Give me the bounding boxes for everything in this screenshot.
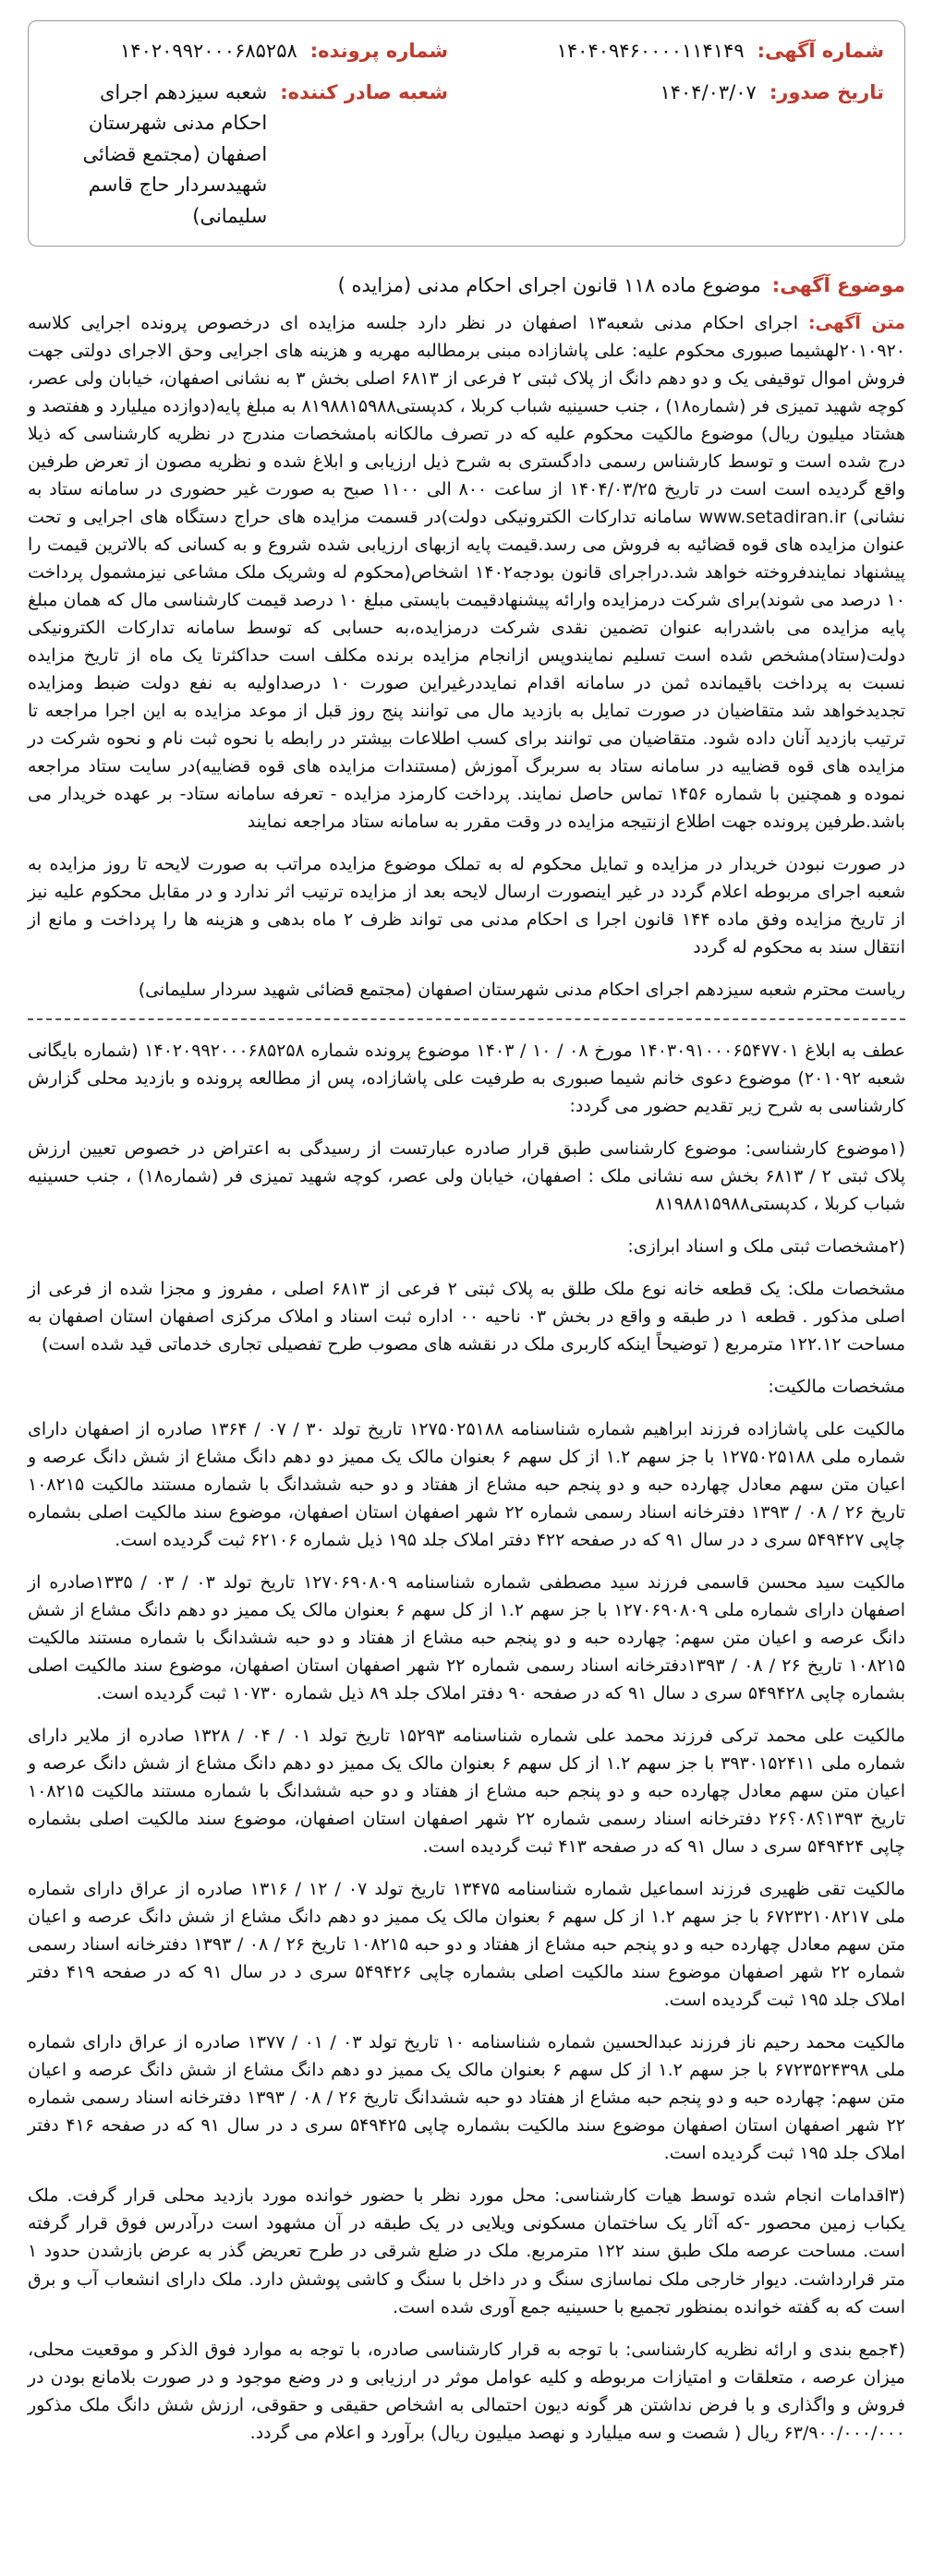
issue-date-value: ۱۴۰۴/۰۳/۰۷ <box>660 80 757 103</box>
ad-number-field <box>485 36 884 66</box>
registry-heading: (۲مشخصات ثبتی ملک و اسناد ابرازی: <box>627 1235 905 1257</box>
owner-item: مالکیت علی محمد ترکی فرزند محمد علی شماره شناسنامه ۱۵۲۹۳ تاریخ تولد ۰۱ / ۰۴ / ۱۳۲۸ صادره از ملایر دارای شماره ملی ۳۹۳۰۱۵۲۴۱۱ با جز سهم ۱.۲ از کل سهم ۶ بعنوان مالک یک ممیز دو دهم دانگ مشاع از شش دانگ عرصه و اعیان متن سهم معادل چهارده حبه و دو پنجم حبه مشاع از هفتاد و دو حبه ششدانگ با شماره مستند مالکیت ۱۰۸۲۱۵ تاریخ ۱۳۹۳؟۰۸؟۲۶ دفترخانه اسناد رسمی شماره ۲۲ شهر اصفهان استان اصفهان، موضوع سند مالکیت اصلی بشماره چاپی ۵۴۹۴۲۴ سری د سال ۹۱ که در صفحه ۴۱۳ ثبت گردیده است. <box>28 1726 906 1858</box>
inspection-paragraph: (۳اقدامات انجام شده توسط هیات کارشناسی: محل مورد نظر با حضور خوانده مورد بازدید محلی قرار گرفت. ملک یکباب زمین محصور -که آثار یک ساختمان مسکونی ویلایی در یک طبقه در آن مشهود است درآدرس فوق قرار گرفته است. مساحت عرصه ملک طبق سند ۱۲۲ مترمربع. ملک در ضلع شرقی در طرح تعریض گذر به عرض بازشدن حدود ۱ متر قرارداشت. دیوار خارجی ملک نماسازی سنگ و در داخل با سنگ و کاشی پوشش دارد. ملک دارای انشعاب آب و برق است که به گفته خوانده بمنظور تجمیع با حسینیه جمع آوری شده است. <box>28 2185 906 2317</box>
owner-item: مالکیت تقی ظهیری فرزند اسماعیل شماره شناسنامه ۱۳۴۷۵ تاریخ تولد ۰۷ / ۱۲ / ۱۳۱۶ صادره از عراق دارای شماره ملی ۶۷۲۳۲۱۰۸۲۱۷ با جز سهم ۱.۲ از کل سهم ۶ بعنوان مالک یک ممیز دو دهم دانگ مشاع از شش دانگ عرصه و اعیان متن سهم معادل چهارده حبه و دو پنجم حبه مشاع از هفتاد و دو حبه ۱۰۸۲۱۵ تاریخ ۲۶ / ۰۸ / ۱۳۹۳ دفترخانه اسناد رسمی شماره ۲۲ شهر اصفهان موضوع سند مالکیت اصلی بشماره چاپی ۵۴۹۴۲۶ سری د در سال ۹۱ که در صفحه ۴۱۹ دفتر املاک جلد ۱۹۵ ثبت گردیده است. <box>28 1879 906 2011</box>
issuing-branch-field <box>49 78 448 233</box>
issue-date-label: تاریخ صدور: <box>769 80 884 103</box>
ad-topic <box>28 274 905 296</box>
ad-topic-label: موضوع آگهی: <box>771 273 905 296</box>
ownership-heading: مشخصات مالکیت: <box>768 1377 905 1398</box>
owner-item: مالکیت سید محسن قاسمی فرزند سید مصطفی شماره شناسنامه ۱۲۷۰۶۹۰۸۰۹ تاریخ تولد ۰۳ / ۰۳ / ۱۳۳۵صادره از اصفهان دارای شماره ملی ۱۲۷۰۶۹۰۸۰۹ با جز سهم ۱.۲ از کل سهم ۶ بعنوان مالک یک ممیز دو دهم دانگ مشاع از شش دانگ عرصه و اعیان متن سهم: چهارده حبه و دو پنجم حبه مشاع از هفتاد و دو حبه ششدانگ با شماره مستند مالکیت ۱۰۸۲۱۵ تاریخ ۲۶ / ۰۸ / ۱۳۹۳دفترخانه اسناد رسمی شماره ۲۲ شهر اصفهان استان اصفهان، موضوع سند مالکیت اصلی بشماره چاپی ۵۴۹۴۲۸ سری د سال ۹۱ که در صفحه ۹۰ دفتر املاک جلد ۸۹ ذیل شماره ۱۰۷۳۰ ثبت گردیده است. <box>28 1572 906 1704</box>
issuing-branch-label: شعبه صادر کننده: <box>280 80 448 103</box>
ad-topic-value: موضوع ماده ۱۱۸ قانون اجرای احکام مدنی (مزایده ) <box>337 273 761 296</box>
property-specs-paragraph: مشخصات ملک: یک قطعه خانه نوع ملک طلق به پلاک ثبتی ۲ فرعی از ۶۸۱۳ اصلی ، مفروز و مجزا شده از فرعی از اصلی مذکور . قطعه ۱ در طبقه و واقع در بخش ۰۳ ناحیه ۰۰ اداره ثبت اسناد و املاک مرکزی اصفهان استان اصفهان به مساحت ۱۲۲.۱۲ مترمربع ( توضیحاً اینکه کاربری ملک در نقشه های مصوب طرح تفصیلی تجاری خدماتی قید شده است) <box>28 1279 906 1355</box>
issue-date-field <box>485 78 884 233</box>
conclusion-paragraph: (۴جمع بندی و ارائه نظریه کارشناسی: با توجه به قرار کارشناسی صادره، با توجه به موارد فوق الذکر و موقعیت محلی، میزان عرصه ، متعلقات و امتیازات مربوطه و کلیه عوامل موثر در ارزیابی و در وضع موجود و در صورت بلامانع بودن در فروش و واگذاری و با فرض نداشتن هر گونه دیون احتمالی به اشخاص حقیقی و حقوقی، ارزش شش دانگ ملک مذکور ۶۳/۹۰۰/۰۰۰/۰۰۰ ریال ( شصت و سه میلیارد و نهصد میلیون ریال) برآورد و اعلام می گردد. <box>28 2339 905 2443</box>
ad-text-label: متن آگهی: <box>807 312 905 333</box>
owner-item: مالکیت محمد رحیم ناز فرزند عبدالحسین شماره شناسنامه ۱۰ تاریخ تولد ۰۳ / ۰۱ / ۱۳۷۷ صادره از عراق دارای شماره ملی ۶۷۲۳۵۲۴۳۹۸ با جز سهم ۱.۲ از کل سهم ۶ بعنوان مالک یک ممیز دو دهم دانگ مشاع از شش دانگ عرصه و اعیان متن سهم: چهارده حبه و دو پنجم حبه مشاع از هفتاد دو حبه ششدانگ تاریخ ۲۶ / ۰۸ / ۱۳۹۳ دفترخانه اسناد رسمی شماره ۲۲ شهر اصفهان استان اصفهان موضوع سند مالکیت بشماره چاپی ۵۴۹۴۲۵ سری د در سال ۹۱ که در صفحه ۴۱۶ دفتر املاک جلد ۱۹۵ ثبت گردیده است. <box>28 2032 906 2164</box>
addressee-paragraph: ریاست محترم شعبه سیزدهم اجرای احکام مدنی شهرستان اصفهان (مجتمع قضائی شهید سردار سلیمانی) <box>138 979 905 1000</box>
case-number-field <box>49 36 448 66</box>
owner-item: مالکیت علی پاشازاده فرزند ابراهیم شماره شناسنامه ۱۲۷۵۰۲۵۱۸۸ تاریخ تولد ۳۰ / ۰۷ / ۱۳۶۴ صادره از اصفهان دارای شماره ملی ۱۲۷۵۰۲۵۱۸۸ با جز سهم ۱.۲ از کل سهم ۶ بعنوان مالک یک ممیز دو دهم دانگ مشاع از شش دانگ عرصه و اعیان متن سهم معادل چهارده حبه و دو پنجم حبه مشاع از هفتاد و دو حبه ششدانگ با شماره مستند مالکیت ۱۰۸۲۱۵ تاریخ ۲۶ / ۰۸ / ۱۳۹۳ دفترخانه اسناد رسمی شماره ۲۲ شهر اصفهان استان اصفهان، موضوع سند مالکیت اصلی بشماره چاپی ۵۴۹۴۲۷ سری د در سال ۹۱ که در صفحه ۴۲۲ دفتر املاک جلد ۱۹۵ ذیل شماره ۶۲۱۰۶ ثبت گردیده است. <box>28 1419 906 1551</box>
ad-number-value: ۱۴۰۴۰۹۴۶۰۰۰۰۱۱۴۱۴۹ <box>556 40 745 62</box>
auction-paragraph: متن آگهی: اجرای احکام مدنی شعبه۱۳ اصفهان در نظر دارد جلسه مزایده ای درخصوص پرونده اجرایی کلاسه ۲۰۱۰۹۲۰لهشیما صبوری محکوم علیه: علی پاشازاده مبنی برمطالبه مهریه و هزینه های اجرایی وحق الاجرای دولتی جهت فروش اموال توقیفی یک و دو دهم دانگ از پلاک ثبتی ۲ فرعی از ۶۸۱۳ اصلی بخش ۳ به نشانی اصفهان، خیابان ولی عصر، کوچه شهید تمیزی فر (شماره۱۸) ، جنب حسینیه شباب کربلا ، کدپستی۸۱۹۸۸۱۵۹۸۸ به مبلغ پایه(دوازده میلیارد و هفتصد و هشتاد میلیون ریال) موضوع مالکیت محکوم علیه که در تصرف مالکانه بامشخصات مندرج در نظریه کارشناسی که ذیلا درج شده است و توسط کارشناس رسمی دادگستری به شرح ذیل ارزیابی و ابلاغ شده و نظریه مصون از تعرض طرفین واقع گردیده است است در تاریخ ۱۴۰۴/۰۳/۲۵ از ساعت ۸۰۰ الی ۱۱۰۰ صبح به صورت غیر حضوری در سامانه ستاد به نشانی) www.setadiran.ir سامانه تدارکات الکترونیکی دولت)در قسمت مزایده های حراج دستگاه های اجرایی و تحت عنوان مزایده های قوه قضائیه به فروش می رسد.قیمت پایه ازبهای ارزیابی شده شروع و به کسانی که بالاترین قیمت را پیشنهاد نمایندفروخته خواهد شد.دراجرای قانون بودجه۱۴۰۲ اشخاص(محکوم له وشریک ملک مشاعی نیزمشمول پرداخت ۱۰ درصد می شوند)برای شرکت درمزایده وارائه پیشنهادقیمت بایستی مبلغ ۱۰ درصد قیمت کارشناسی مال که همان مبلغ پایه مزایده می باشدرابه عنوان تضمین نقدی شرکت درمزایده،به حسابی که توسط سامانه تدارکات الکترونیکی دولت(ستاد)مشخص شده است تسلیم نمایندوپس ازانجام مزایده برنده مکلف است حداکثرتا یک ماه از تاریخ مزایده نسبت به پرداخت باقیمانده ثمن در سامانه اقدام نمایددرغیراین صورت ۱۰ درصداولیه به نفع دولت ضبط ومزایده تجدیدخواهد شد متقاضیان در صورت تمایل به بازدید مال می توانند پنج روز قبل از موعد مزایده به این اجرا مراجعه تا ترتیب بازدید آنان داده شود. متقاضیان می توانند برای کسب اطلاعات بیشتر در رابطه با نحوه ثبت نام و نحوه شرکت در مزایده های قوه قضاییه در سامانه ستاد به سربرگ آموزش (مستندات مزایده های قوه قضاییه)در سایت ستاد مراجعه نموده و همچنین با شماره ۱۴۵۶ تماس حاصل نمایند. پرداخت کارمزد مزایده - تعرفه سامانه ستاد- بر عهده خریدار می باشد.طرفین پرونده جهت اطلاع ازنتیجه مزایده در وقت مقرر به سامانه ستاد مراجعه نمایند <box>28 312 906 832</box>
case-number-label: شماره پرونده: <box>309 40 448 62</box>
buyer-absence-paragraph: در صورت نبودن خریدار در مزایده و تمایل محکوم له به تملک موضوع مزایده مراتب به صورت لایحه تا روز مزایده به شعبه اجرای مربوطه اعلام گردد در غیر اینصورت ارسال لایحه بعد از مزایده ترتیب اثر ندارد و در مقابل محکوم علیه نیز از تاریخ مزایده وفق ماده ۱۴۴ قانون اجرا ی احکام مدنی می تواند ظرف ۲ ماه بدهی و هزینه ها را پرداخت و مانع از انتقال سند به محکوم له گردد <box>28 853 905 957</box>
reference-paragraph: عطف به ابلاغ ۱۴۰۳۰۹۱۰۰۰۶۵۴۷۷۰۱ مورخ ۰۸ / ۱۰ / ۱۴۰۳ موضوع پرونده شماره ۱۴۰۲۰۹۹۲۰۰۰۶۸۵۲۵۸ (شماره بایگانی شعبه ۲۰۱۰۹۲) موضوع دعوی خانم شیما صبوری به طرفیت علی پاشازاده، پس از مطالعه پرونده و بازدید محلی گزارش کارشناسی به شرح زیر تقدیم حضور می گردد: <box>28 1040 906 1116</box>
header-info-box <box>28 20 905 247</box>
issuing-branch-value: شعبه سیزدهم اجرای احکام مدنی شهرستان اصفهان (مجتمع قضائی شهیدسردار حاج قاسم سلیمانی) <box>82 80 268 227</box>
expert-subject-paragraph: (۱موضوع کارشناسی: موضوع کارشناسی طبق قرار صادره عبارتست از رسیدگی به اعتراض در خصوص تعیین ارزش پلاک ثبتی ۲ / ۶۸۱۳ بخش سه نشانی ملک : اصفهان، خیابان ولی عصر، کوچه شهید تمیزی فر (شماره۱۸) ، جنب حسینیه شباب کربلا ، کدپستی۸۱۹۸۸۱۵۹۸۸ <box>28 1138 905 1214</box>
ad-text-body <box>28 309 905 2447</box>
divider-line <box>28 1018 905 1020</box>
ad-number-label: شماره آگهی: <box>757 40 884 62</box>
case-number-value: ۱۴۰۲۰۹۹۲۰۰۰۶۸۵۲۵۸ <box>120 40 297 62</box>
